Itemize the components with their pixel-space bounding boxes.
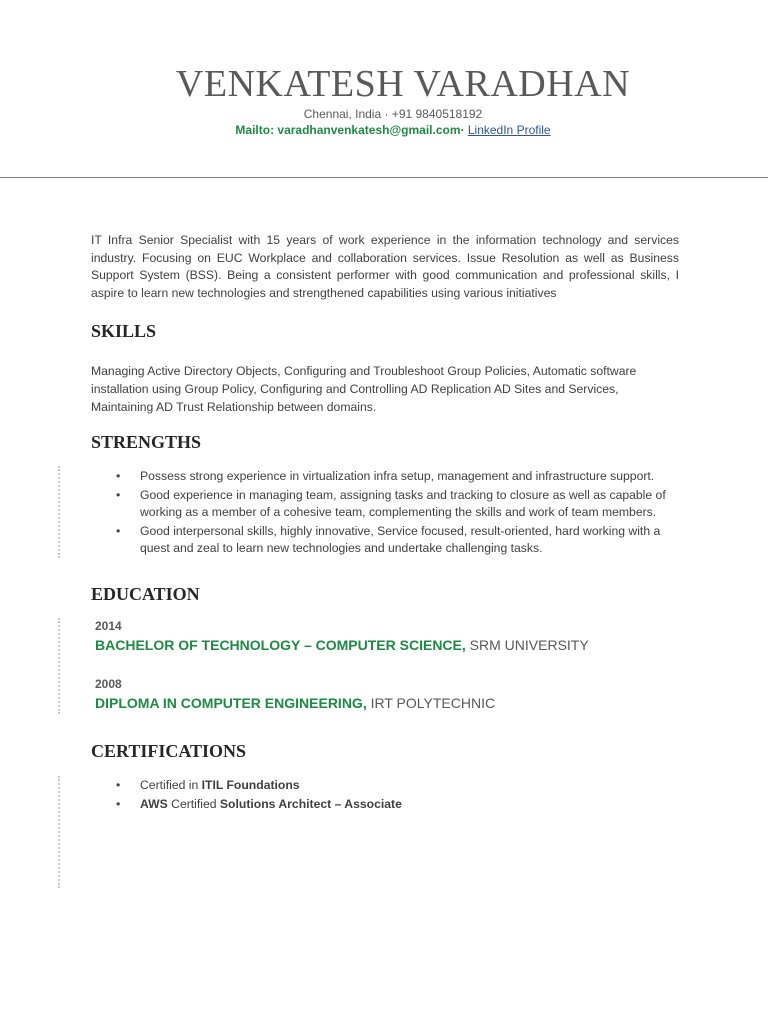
institution: IRT POLYTECHNIC	[366, 695, 496, 711]
education-degree	[95, 637, 589, 653]
linkedin-link[interactable]: LinkedIn Profile	[467, 123, 551, 137]
strengths-dotted-rule	[58, 466, 60, 558]
list-item: • Good experience in managing team, assigning tasks and tracking to closure as well as capable of working as a member of a cohesive team, complementing the skills and work of team members.	[116, 488, 666, 519]
list-item: • Good interpersonal skills, highly innovative, Service focused, result-oriented, hard working with a quest and zeal to learn new technologies and undertake challenging tasks.	[116, 524, 661, 555]
degree-title: DIPLOMA IN COMPUTER ENGINEERING,	[95, 695, 367, 711]
degree-title: BACHELOR OF TECHNOLOGY – COMPUTER SCIENCE,	[95, 637, 466, 653]
skills-heading: SKILLS	[91, 321, 157, 341]
bullet-icon: •	[116, 778, 121, 792]
certifications-list	[91, 777, 691, 815]
list-item: • AWS Certified Solutions Architect – Associate	[116, 797, 402, 811]
skills-text: Managing Active Directory Objects, Configuring and Troubleshoot Group Policies, Automatic software installation using Group Policy, Configuring and Controlling AD Replication AD Sites and Services, Maintaining AD Trust Relationship between domains.	[91, 364, 637, 414]
bullet-icon: •	[116, 524, 121, 538]
certifications-heading: CERTIFICATIONS	[91, 741, 247, 761]
education-heading: EDUCATION	[91, 584, 200, 604]
strengths-list	[91, 468, 685, 559]
bullet-icon: •	[116, 797, 121, 811]
header-divider	[0, 177, 768, 178]
strengths-heading: STRENGTHS	[91, 432, 202, 452]
institution: SRM UNIVERSITY	[465, 637, 589, 653]
bullet-icon: •	[116, 469, 121, 483]
education-dotted-rule	[58, 618, 60, 714]
mailto-text: Mailto: varadhanvenkatesh@gmail.com·	[235, 123, 465, 137]
certifications-dotted-rule	[58, 776, 60, 888]
contact-line: Chennai, India · +91 9840518192	[303, 107, 483, 121]
candidate-name: VENKATESH VARADHAN	[175, 63, 631, 105]
education-degree	[95, 695, 495, 711]
email-line	[0, 123, 768, 137]
list-item: • Certified in ITIL Foundations	[116, 778, 300, 792]
summary-paragraph: IT Infra Senior Specialist with 15 years of work experience in the information technology and services industry. Focusing on EUC Workplace and collaboration services. Issue Resolution as well as Business Support System (BSS). Being a consistent performer with good communication and professional skills, I aspire to learn new technologies and strengthened capabilities using various initiatives	[91, 233, 679, 300]
education-year: 2014	[95, 619, 122, 633]
bullet-icon: •	[116, 488, 121, 502]
list-item: • Possess strong experience in virtualization infra setup, management and infrastructure support.	[116, 469, 655, 483]
education-year: 2008	[95, 677, 122, 691]
